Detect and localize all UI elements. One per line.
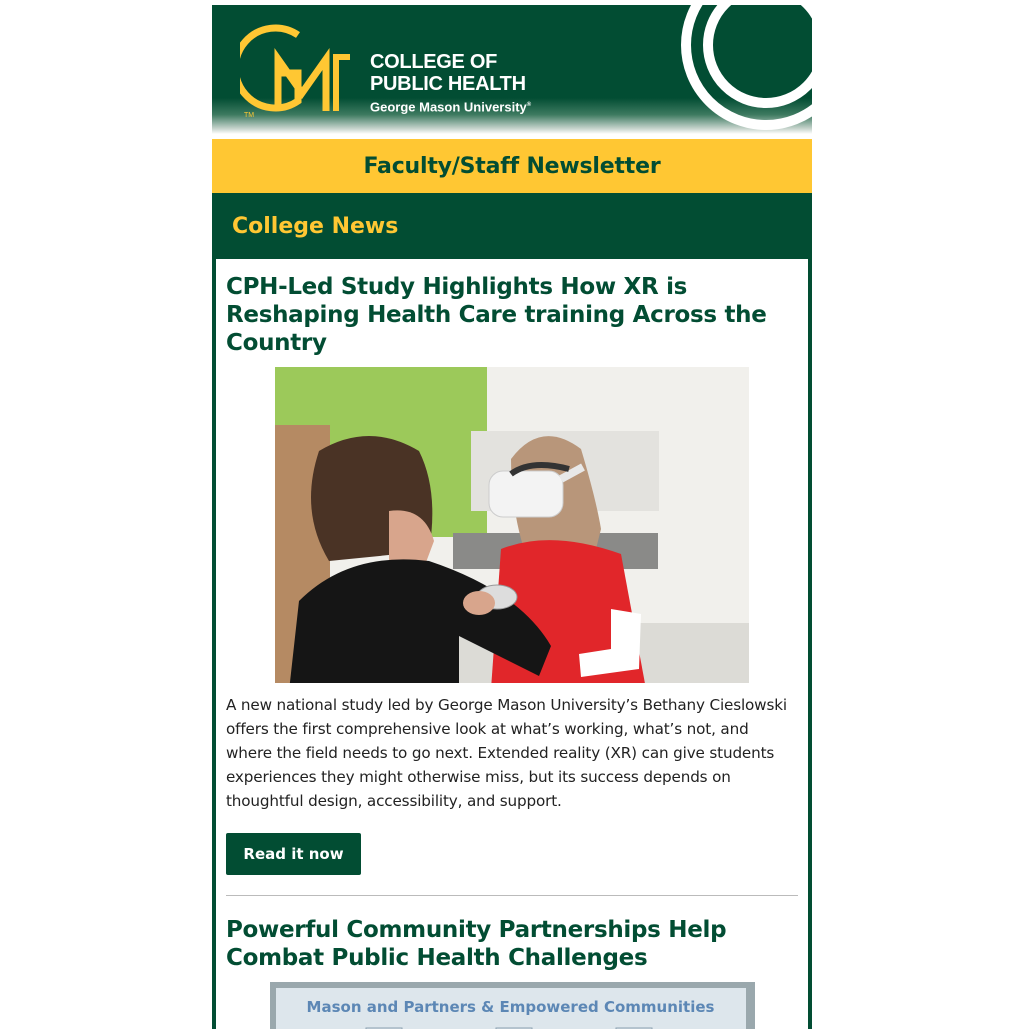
newsletter-title: Faculty/Staff Newsletter	[363, 153, 661, 179]
logo-wordmark	[370, 51, 531, 116]
svg-text:TM: TM	[244, 112, 255, 119]
logo-line-public-health: PUBLIC HEALTH	[370, 73, 526, 95]
newsletter-banner	[212, 139, 812, 193]
cgm-logo-icon	[240, 23, 360, 119]
logo-line-college: COLLEGE OF	[370, 51, 498, 73]
projection-screen	[276, 988, 746, 1029]
newsletter	[212, 5, 812, 1029]
section-title: College News	[232, 213, 399, 239]
article-title-community-partnerships[interactable]: Powerful Community Partnerships Help Combat Public Health Challenges	[226, 917, 727, 971]
slide-title: Mason and Partners & Empowered Communities	[306, 998, 715, 1016]
article-divider	[226, 895, 798, 896]
college-news-section	[212, 193, 812, 1029]
header	[212, 5, 812, 134]
decorative-rings-icon	[666, 5, 812, 134]
vr-training-photo[interactable]	[275, 367, 749, 683]
instructor	[289, 431, 551, 683]
section-header	[216, 193, 808, 259]
logo-line-university: George Mason University®	[370, 99, 532, 115]
article-title-xr-study[interactable]: CPH-Led Study Highlights How XR is Reshaping Health Care training Across the Country	[226, 274, 767, 356]
article-summary: A new national study led by George Mason University’s Bethany Cieslowski offers the first comprehensive look at what’s working, what’s not, and where the field needs to go next. Extended reality (XR) can give students experiences they might otherwise miss, but its success depends on thoughtful design, accessibility, and support.	[226, 696, 787, 810]
section-content	[216, 259, 808, 1029]
presentation-slide-photo[interactable]	[270, 982, 755, 1029]
read-it-now-button[interactable]: Read it now	[226, 833, 361, 875]
